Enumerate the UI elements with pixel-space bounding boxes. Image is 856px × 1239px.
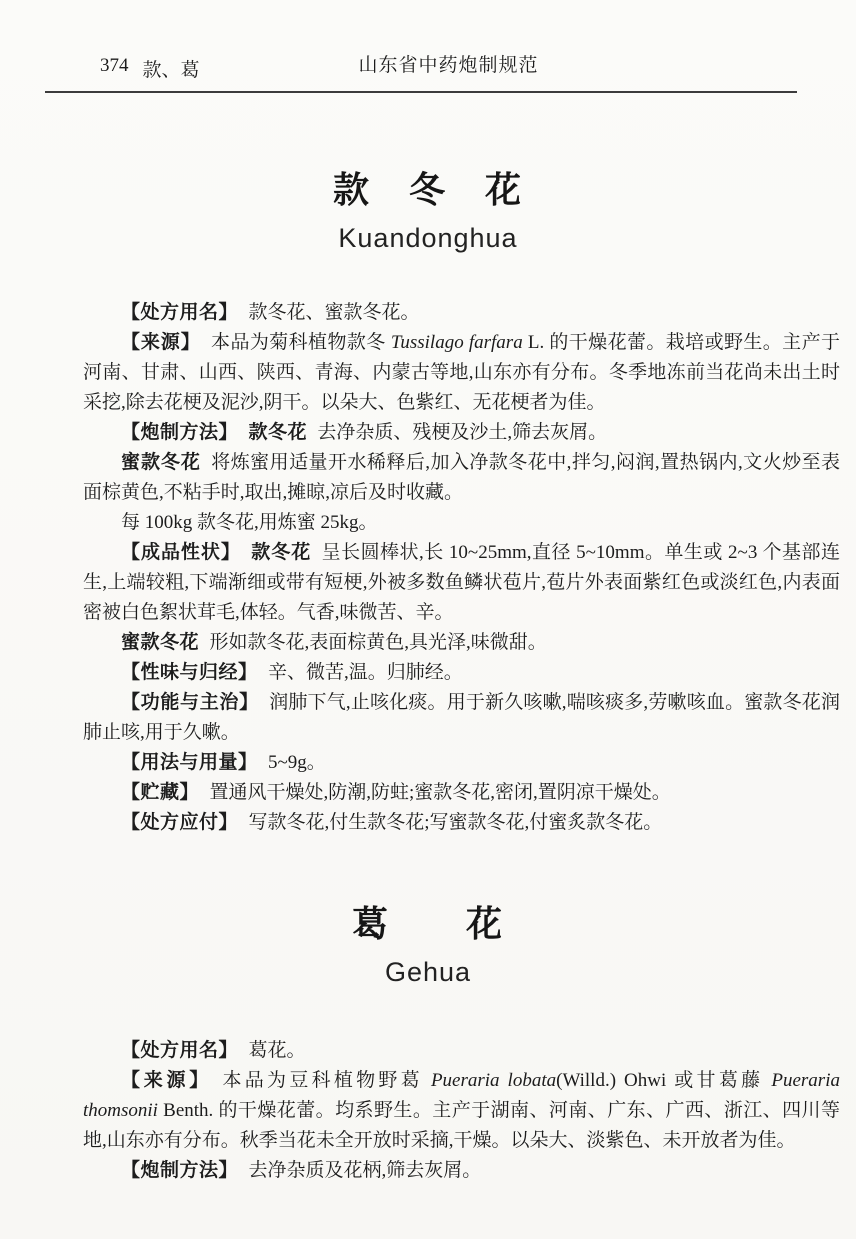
header-section: 款、葛	[142, 60, 200, 81]
sub-heading: 款冬花	[248, 422, 307, 443]
text-run: 款冬花、蜜款冬花。	[248, 302, 420, 323]
sub-heading: 蜜款冬花	[121, 452, 201, 473]
text-run: 葛花。	[248, 1040, 306, 1061]
section-label: 【用法与用量】	[121, 752, 258, 773]
sub-heading: 款冬花	[251, 542, 312, 563]
article-title: 葛 花	[351, 903, 504, 944]
text-run: Benth. 的干燥花蕾。均系野生。主产于湖南、河南、广东、广西、浙江、四川等地,山东亦有分布。秋季当花未全开放时采摘,干燥。以朵大、淡紫色、未开放者为佳。	[83, 1100, 840, 1151]
text-run: (Willd.) Ohwi 或甘葛藤	[556, 1070, 772, 1091]
paragraph	[83, 1156, 840, 1186]
paragraph	[83, 418, 840, 448]
paragraph	[83, 328, 840, 418]
section-label: 【性味与归经】	[121, 662, 258, 683]
latin-name: Tussilago farfara	[390, 332, 523, 353]
latin-name: Pueraria thomsonii	[83, 1070, 840, 1121]
paragraph	[83, 538, 840, 628]
header-left	[45, 55, 318, 82]
paragraph	[83, 628, 840, 658]
text-run: 去净杂质、残梗及沙土,筛去灰屑。	[317, 422, 608, 443]
paragraph	[83, 1036, 840, 1066]
article-pinyin: Kuandonghua	[338, 223, 518, 253]
article-title-block-kuandonghua	[0, 162, 856, 254]
paragraph	[83, 688, 840, 748]
page-number: 374	[100, 55, 129, 76]
text-run: 辛、微苦,温。归肺经。	[267, 662, 463, 683]
section-label: 【功能与主治】	[121, 692, 259, 713]
text-run: 将炼蜜用适量开水稀释后,加入净款冬花中,拌匀,闷润,置热锅内,文火炒至表面棕黄色,不粘手时,取出,摊晾,凉后及时收藏。	[83, 452, 840, 503]
article-title-block-gehua	[0, 896, 856, 988]
book-title: 山东省中药炮制规范	[358, 55, 539, 76]
text-run: 5~9g。	[267, 752, 326, 773]
paragraph	[83, 658, 840, 688]
article-pinyin: Gehua	[384, 957, 472, 987]
section-label: 【贮藏】	[121, 782, 200, 803]
section-label: 【来源】	[121, 1070, 213, 1091]
paragraph	[83, 1066, 840, 1156]
text-run: 呈长圆棒状,长 10~25mm,直径 5~10mm。单生或 2~3 个基部连生,上端较粗,下端渐细或带有短梗,外被多数鱼鳞状苞片,苞片外表面紫红色或淡红色,内表面密被白色絮状茸毛,体轻。气香,味微苦、辛。	[83, 542, 840, 623]
text-run: 润肺下气,止咳化痰。用于新久咳嗽,喘咳痰多,劳嗽咳血。蜜款冬花润肺止咳,用于久嗽。	[83, 692, 840, 743]
paragraph	[83, 808, 840, 838]
latin-name: Pueraria lobata	[430, 1070, 557, 1091]
paragraph	[83, 508, 840, 538]
text-run: 去净杂质及花柄,筛去灰屑。	[248, 1160, 482, 1181]
paragraph	[83, 748, 840, 778]
text-run: L. 的干燥花蕾。栽培或野生。主产于河南、甘肃、山西、陕西、青海、内蒙古等地,山东亦有分布。冬季地冻前当花尚未出土时采挖,除去花梗及泥沙,阴干。以朵大、色紫红、无花梗者为佳。	[83, 332, 840, 413]
paragraph	[83, 778, 840, 808]
section-label: 【炮制方法】	[121, 1160, 239, 1181]
section-label: 【炮制方法】	[121, 422, 239, 443]
section-label: 【处方用名】	[121, 1040, 239, 1061]
section-label: 【处方用名】	[121, 302, 239, 323]
text-run: 每 100kg 款冬花,用炼蜜 25kg。	[121, 512, 378, 533]
running-header	[45, 50, 797, 93]
article-body-gehua	[83, 1036, 840, 1186]
text-run: 置通风干燥处,防潮,防蛀;蜜款冬花,密闭,置阴凉干燥处。	[209, 782, 671, 803]
text-run: 写款冬花,付生款冬花;写蜜款冬花,付蜜炙款冬花。	[248, 812, 663, 833]
text-run: 本品为菊科植物款冬	[211, 332, 391, 353]
text-run: 本品为豆科植物野葛	[222, 1070, 431, 1091]
text-run: 形如款冬花,表面棕黄色,具光泽,味微甜。	[209, 632, 547, 653]
sub-heading: 蜜款冬花	[121, 632, 200, 653]
paragraph	[83, 448, 840, 508]
article-body-kuandonghua	[83, 298, 840, 838]
article-title: 款 冬 花	[332, 169, 523, 210]
section-label: 【处方应付】	[121, 812, 239, 833]
section-label: 【成品性状】	[121, 542, 241, 563]
section-label: 【来源】	[121, 332, 201, 353]
paragraph	[83, 298, 840, 328]
